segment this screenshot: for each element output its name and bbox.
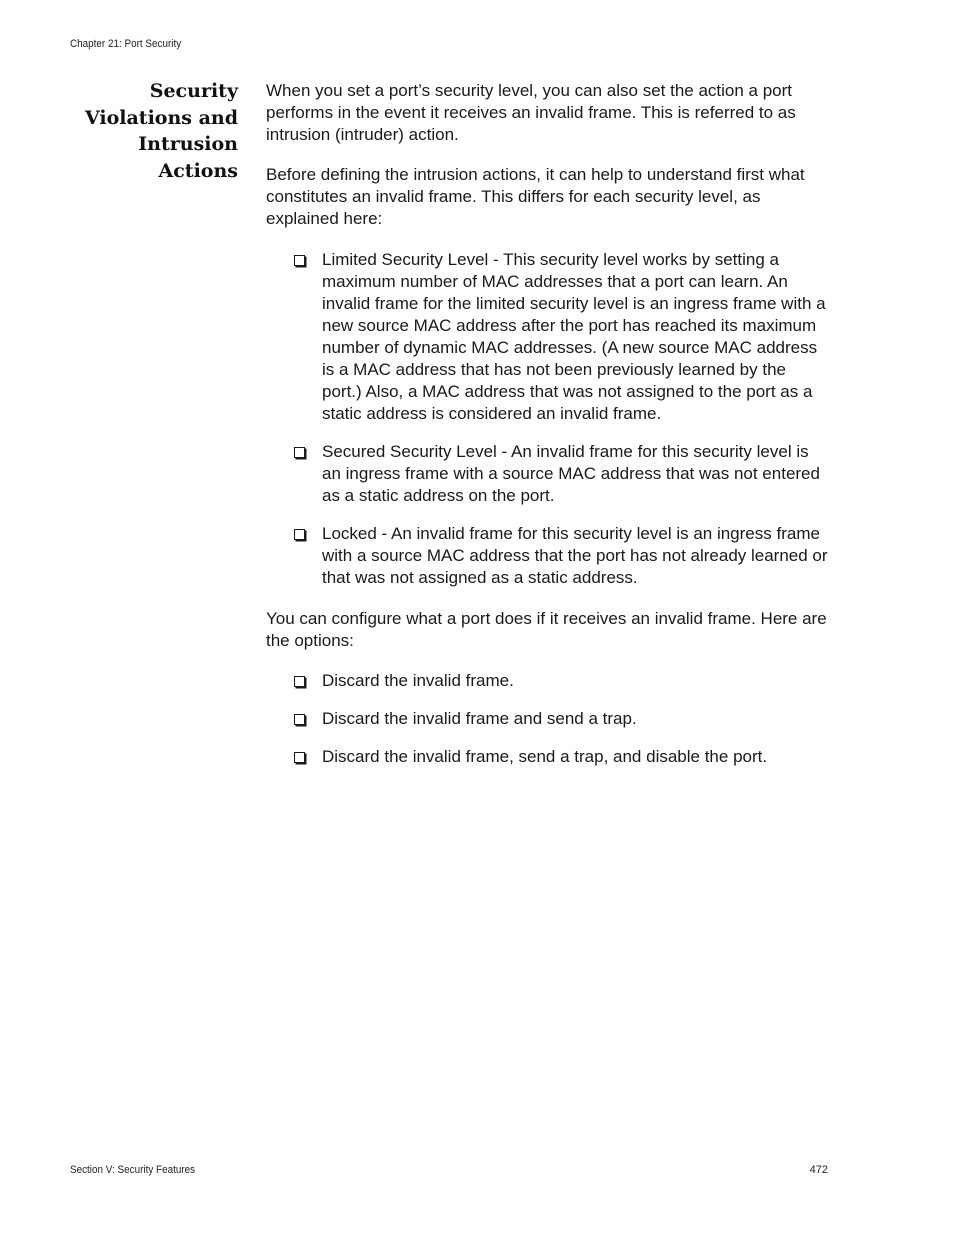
list-item-text: Discard the invalid frame, send a trap, and disable the port.: [322, 747, 768, 766]
list-item: [266, 441, 828, 507]
heading-line: Intrusion: [138, 133, 238, 155]
security-level-list: [266, 249, 828, 589]
list-item: [266, 670, 828, 692]
heading-line: Violations and: [84, 106, 238, 129]
list-item: [266, 523, 828, 589]
checkbox-bullet-icon: [294, 255, 305, 266]
checkbox-bullet-icon: [294, 676, 305, 687]
list-item: [266, 708, 828, 730]
list-item-text: Discard the invalid frame.: [322, 671, 514, 690]
list-item-text: Discard the invalid frame and send a trap.: [322, 709, 637, 728]
list-item: [266, 746, 828, 768]
list-item: [266, 249, 828, 425]
checkbox-bullet-icon: [294, 752, 305, 763]
running-footer: Section V: Security Features: [70, 1164, 196, 1176]
body-text: [266, 80, 828, 768]
page-number: 472: [809, 1164, 828, 1176]
list-item-text: Secured Security Level - An invalid frame for this security level is an ingress frame with a source MAC address that was not entered as a static address on the port.: [322, 442, 820, 505]
intro-paragraph: Before defining the intrusion actions, it can help to understand first what constitutes an invalid frame. This differs for each security level, as explained here:: [266, 165, 805, 228]
options-intro: You can configure what a port does if it receives an invalid frame. Here are the options:: [266, 609, 827, 650]
running-header: Chapter 21: Port Security: [70, 38, 182, 50]
checkbox-bullet-icon: [294, 447, 305, 458]
list-item-text: Locked - An invalid frame for this security level is an ingress frame with a source MAC address that the port has not already learned or that was not assigned as a static address.: [322, 524, 828, 587]
checkbox-bullet-icon: [294, 529, 305, 540]
checkbox-bullet-icon: [294, 714, 305, 725]
intro-paragraph: When you set a port’s security level, you can also set the action a port performs in the event it receives an invalid frame. This is referred to as intrusion (intruder) action.: [266, 81, 796, 144]
section-heading: [70, 78, 238, 184]
heading-line: Security: [149, 80, 238, 102]
list-item-text: Limited Security Level - This security level works by setting a maximum number of MAC addresses that a port can learn. An invalid frame for the limited security level is an ingress frame with a new source MAC address after the port has reached its maximum number of dynamic MAC addresses. (A new source MAC address is a MAC address that has not been previously learned by the port.) Also, a MAC address that was not assigned to the port as a static address is considered an invalid frame.: [322, 250, 826, 423]
intrusion-options-list: [266, 670, 828, 768]
heading-line: Actions: [158, 159, 238, 182]
